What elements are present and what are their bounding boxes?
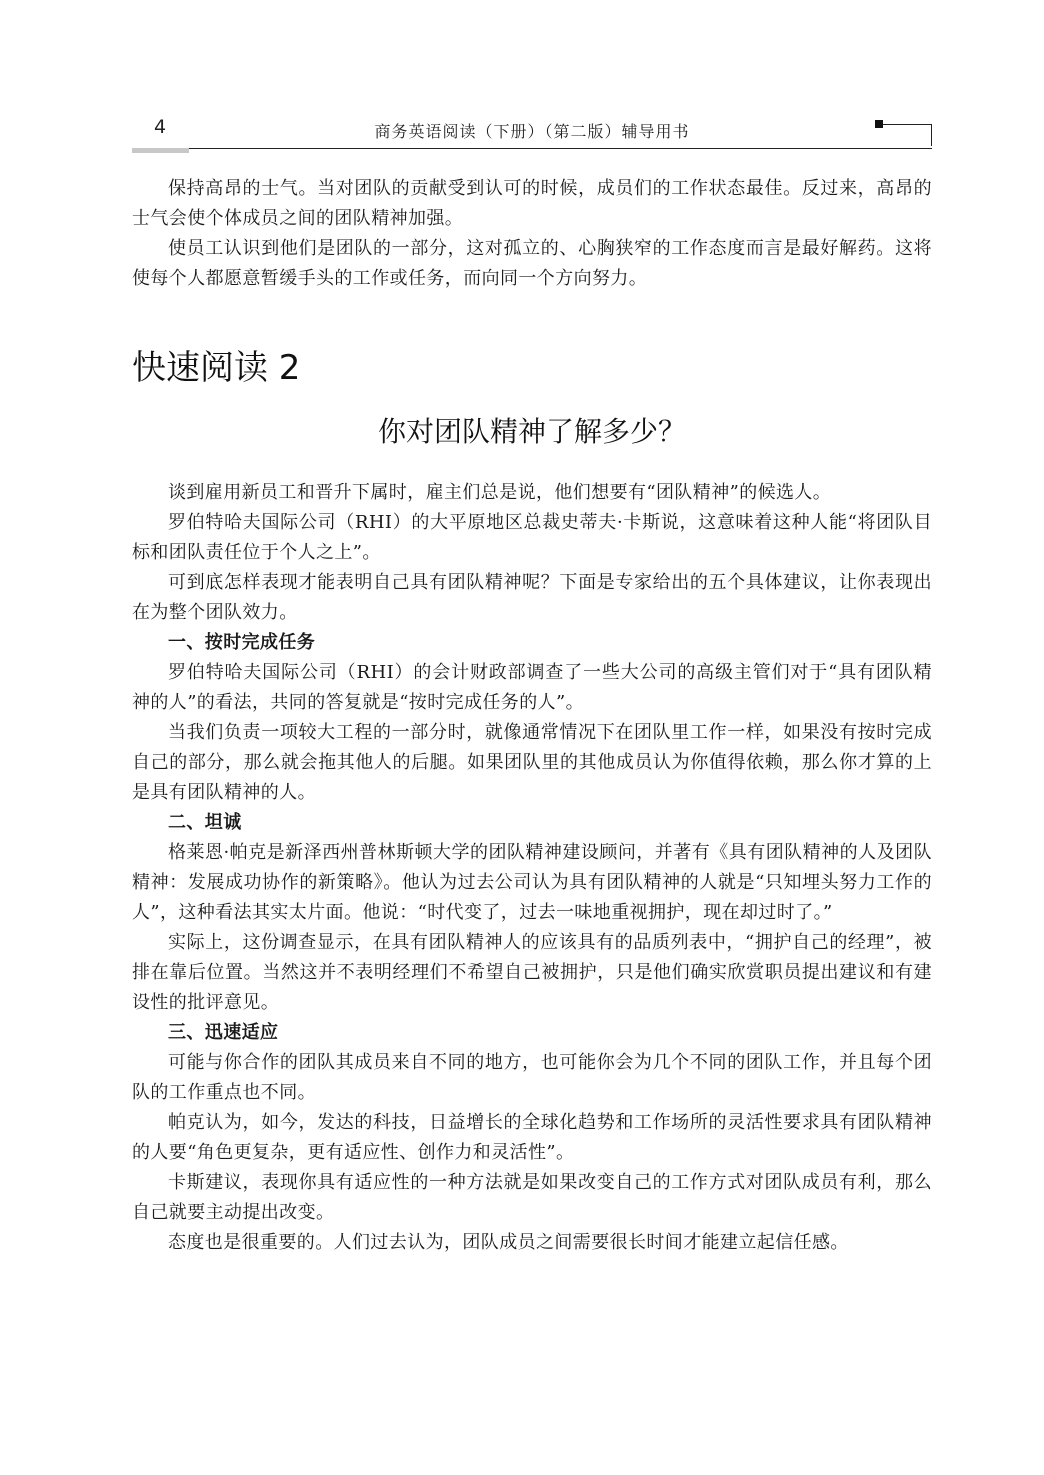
article-paragraph: 帕克认为，如今，发达的科技，日益增长的全球化趋势和工作场所的灵活性要求具有团队精神的人要“角色更复杂，更有适应性、创作力和灵活性”。 (132, 1112, 932, 1163)
page-number: 4 (154, 116, 167, 138)
article-paragraph: 罗伯特哈夫国际公司（RHI）的会计财政部调查了一些大公司的高级主管们对于“具有团队精神的人”的看法，共同的答复就是“按时完成任务的人”。 (132, 662, 932, 713)
article-paragraph: 罗伯特哈夫国际公司（RHI）的大平原地区总裁史蒂夫·卡斯说，这意味着这种人能“将团队目标和团队责任位于个人之上”。 (132, 512, 932, 563)
page-header (132, 112, 932, 149)
article-paragraph: 谈到雇用新员工和晋升下属时，雇主们总是说，他们想要有“团队精神”的候选人。 (168, 482, 832, 503)
subsection-heading: 二、坦诚 (168, 812, 242, 833)
article-title: 你对团队精神了解多少？ (377, 415, 686, 448)
running-title: 商务英语阅读（下册）（第二版）辅导用书 (374, 122, 690, 141)
article-paragraph: 态度也是很重要的。人们过去认为，团队成员之间需要很长时间才能建立起信任感。 (168, 1232, 849, 1253)
subsection-heading: 一、按时完成任务 (168, 632, 316, 653)
header-decoration-mark (878, 124, 932, 146)
intro-paragraph: 使员工认识到他们是团队的一部分，这对孤立的、心胸狭窄的工作态度而言是最好解药。这将使每个人都愿意暂缓手头的工作或任务，而向同一个方向努力。 (132, 238, 932, 289)
article-paragraph: 当我们负责一项较大工程的一部分时，就像通常情况下在团队里工作一样，如果没有按时完成自己的部分，那么就会拖其他人的后腿。如果团队里的其他成员认为你值得依赖，那么你才算的上是具有团队精神的人。 (132, 722, 932, 803)
article-paragraph: 可到底怎样表现才能表明自己具有团队精神呢？下面是专家给出的五个具体建议，让你表现出在为整个团队效力。 (132, 572, 932, 623)
article-paragraph: 实际上，这份调查显示，在具有团队精神人的应该具有的品质列表中，“拥护自己的经理”，被排在靠后位置。当然这并不表明经理们不希望自己被拥护，只是他们确实欣赏职员提出建议和有建设性的批评意见。 (132, 932, 932, 1013)
article-paragraph: 可能与你合作的团队其成员来自不同的地方，也可能你会为几个不同的团队工作，并且每个团队的工作重点也不同。 (132, 1052, 932, 1103)
section-heading: 快速阅读 2 (132, 348, 301, 388)
article-paragraph: 卡斯建议，表现你具有适应性的一种方法就是如果改变自己的工作方式对团队成员有利，那么自己就要主动提出改变。 (132, 1172, 932, 1223)
article-paragraph: 格莱恩·帕克是新泽西州普林斯顿大学的团队精神建设顾问，并著有《具有团队精神的人及团队精神：发展成功协作的新策略》。他认为过去公司认为具有团队精神的人就是“只知埋头努力工作的人”，这种看法其实太片面。他说：“时代变了，过去一味地重视拥护，现在却过时了。” (132, 842, 932, 923)
page-body (132, 174, 932, 1258)
header-shade-bar (132, 148, 189, 153)
subsection-heading: 三、迅速适应 (168, 1022, 279, 1043)
intro-paragraph: 保持高昂的士气。当对团队的贡献受到认可的时候，成员们的工作状态最佳。反过来，高昂的士气会使个体成员之间的团队精神加强。 (132, 178, 932, 229)
